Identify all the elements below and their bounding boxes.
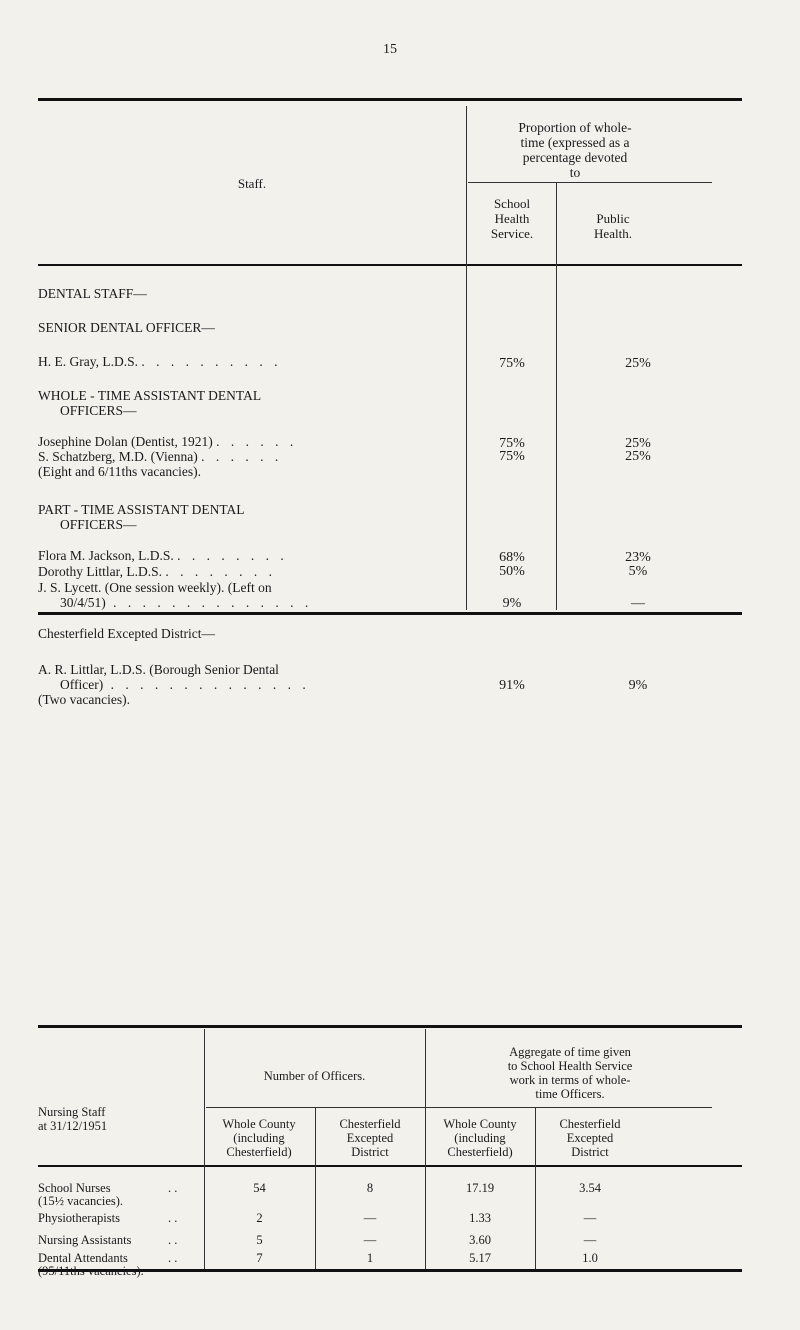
page-number: 15 — [383, 42, 397, 57]
schatzberg-public: 25% — [625, 449, 651, 464]
dental-staff-table — [38, 98, 742, 616]
public-health-header: Public Health. — [594, 211, 632, 241]
chesterfield-header: District — [351, 1145, 389, 1159]
agg-whole-county-header: Whole County — [443, 1117, 517, 1131]
nursing-assistants-chesterfield: — — [363, 1233, 377, 1247]
row-school-nurses-dots: . . — [168, 1181, 178, 1195]
note-vacancies-eight: (Eight and 6/11ths vacancies). — [38, 464, 201, 479]
aggregate-header-line: Aggregate of time given — [509, 1045, 631, 1059]
whole-county-header: Whole County — [222, 1117, 296, 1131]
subsection-chesterfield: Chesterfield Excepted District— — [38, 626, 215, 641]
nursing-staff-header-line2: at 31/12/1951 — [38, 1119, 108, 1133]
subheader-rule — [468, 182, 712, 183]
agg-whole-county-header: Chesterfield) — [447, 1145, 513, 1159]
agg-chesterfield-header: Chesterfield — [559, 1117, 621, 1131]
agg-chesterfield-header: Excepted — [566, 1131, 614, 1145]
row-jackson: Flora M. Jackson, L.D.S. . . . . . . . . — [38, 548, 288, 563]
physiotherapists-chesterfield: — — [363, 1211, 377, 1225]
bottom-rule — [38, 612, 742, 615]
physiotherapists-county: 2 — [256, 1211, 263, 1225]
row-schatzberg: S. Schatzberg, M.D. (Vienna) . . . . . . — [38, 449, 283, 464]
agg-whole-county-header: (including — [454, 1131, 506, 1145]
row-dental-attendants-dots: . . — [168, 1251, 178, 1265]
header-rule — [38, 264, 742, 266]
row-dental-attendants-note: (95/11ths vacancies). — [38, 1264, 144, 1278]
physiotherapists-agg-county: 1.33 — [469, 1211, 491, 1225]
school-nurses-chesterfield: 8 — [366, 1181, 374, 1195]
aggregate-header-line: time Officers. — [535, 1087, 605, 1101]
dental-attendants-agg-chesterfield: 1.0 — [582, 1251, 598, 1265]
whole-county-header: Chesterfield) — [226, 1145, 292, 1159]
school-nurses-agg-county: 17.19 — [465, 1181, 495, 1195]
number-of-officers-header: Number of Officers. — [263, 1069, 366, 1083]
chesterfield-header: Excepted — [346, 1131, 394, 1145]
top-rule — [38, 98, 742, 101]
nursing-assistants-agg-county: 3.60 — [469, 1233, 491, 1247]
school-health-header: School Health Service. — [490, 196, 534, 241]
row-dolan: Josephine Dolan (Dentist, 1921) . . . . . . — [38, 434, 298, 449]
aggregate-header-line: to School Health Service — [507, 1059, 633, 1073]
gray-school: 75% — [499, 356, 525, 371]
row-dorothy-littlar: Dorothy Littlar, L.D.S. . . . . . . . . — [38, 564, 276, 579]
row-physiotherapists-dots: . . — [168, 1211, 178, 1225]
agg-chesterfield-header: District — [571, 1145, 609, 1159]
jackson-public: 23% — [625, 550, 651, 565]
row-nursing-assistants-label: Nursing Assistants — [38, 1233, 132, 1247]
jackson-school: 68% — [499, 550, 525, 565]
subheader-rule — [206, 1107, 712, 1108]
divider-school — [556, 182, 557, 610]
row-school-nurses-label: School Nurses — [38, 1181, 111, 1195]
school-nurses-county: 54 — [253, 1181, 266, 1195]
physiotherapists-agg-chesterfield: — — [583, 1211, 597, 1225]
lycett-school: 9% — [502, 596, 522, 611]
nursing-staff-header-line1: Nursing Staff — [38, 1105, 106, 1119]
dental-staff-table-lower — [38, 580, 742, 611]
dorothy-littlar-public: 5% — [628, 564, 648, 579]
dorothy-littlar-school: 50% — [499, 564, 525, 579]
dolan-school: 75% — [499, 436, 525, 451]
row-physiotherapists-label: Physiotherapists — [38, 1211, 120, 1225]
row-lycett: J. S. Lycett. (One session weekly). (Left on 30/4/51) . . . . . . . . . . . . . . — [38, 580, 313, 610]
gray-public: 25% — [625, 356, 651, 371]
nursing-assistants-county: 5 — [256, 1233, 263, 1247]
staff-header: Staff. — [237, 176, 267, 191]
dental-attendants-chesterfield: 1 — [366, 1251, 374, 1265]
subsection-part-time: PART - TIME ASSISTANT DENTAL OFFICERS— — [38, 502, 245, 532]
aggregate-header-line: work in terms of whole- — [509, 1073, 631, 1087]
header-rule — [38, 1165, 742, 1167]
schatzberg-school: 75% — [499, 449, 525, 464]
divider-staff — [466, 106, 467, 610]
dental-attendants-county: 7 — [256, 1251, 263, 1265]
row-gray: H. E. Gray, L.D.S. . . . . . . . . . . — [38, 354, 282, 369]
chesterfield-header: Chesterfield — [339, 1117, 401, 1131]
proportion-header: Proportion of whole- time (expressed as a percentage devoted to — [518, 120, 632, 180]
dental-attendants-agg-county: 5.17 — [469, 1251, 491, 1265]
top-rule — [38, 1025, 742, 1028]
ar-littlar-public: 9% — [628, 678, 648, 693]
row-dental-attendants-label: Dental Attendants — [38, 1251, 128, 1265]
section-dental-staff: DENTAL STAFF— — [38, 286, 147, 301]
row-nursing-assistants-dots: . . — [168, 1233, 178, 1247]
school-nurses-agg-chesterfield: 3.54 — [579, 1181, 601, 1195]
row-school-nurses-note: (15½ vacancies). — [38, 1194, 124, 1208]
nursing-staff-table-lower — [38, 1066, 742, 1067]
row-ar-littlar: A. R. Littlar, L.D.S. (Borough Senior Dental Officer) . . . . . . . . . . . . . . (Two vacancies). — [38, 662, 310, 707]
dolan-public: 25% — [625, 436, 651, 451]
whole-county-header: (including — [233, 1131, 285, 1145]
lycett-public: — — [631, 596, 645, 611]
subsection-whole-time: WHOLE - TIME ASSISTANT DENTAL OFFICERS— — [38, 388, 262, 418]
nursing-assistants-agg-chesterfield: — — [583, 1233, 597, 1247]
subsection-senior: SENIOR DENTAL OFFICER— — [38, 320, 215, 335]
ar-littlar-school: 91% — [499, 678, 525, 693]
nursing-staff-table — [38, 1025, 742, 1278]
